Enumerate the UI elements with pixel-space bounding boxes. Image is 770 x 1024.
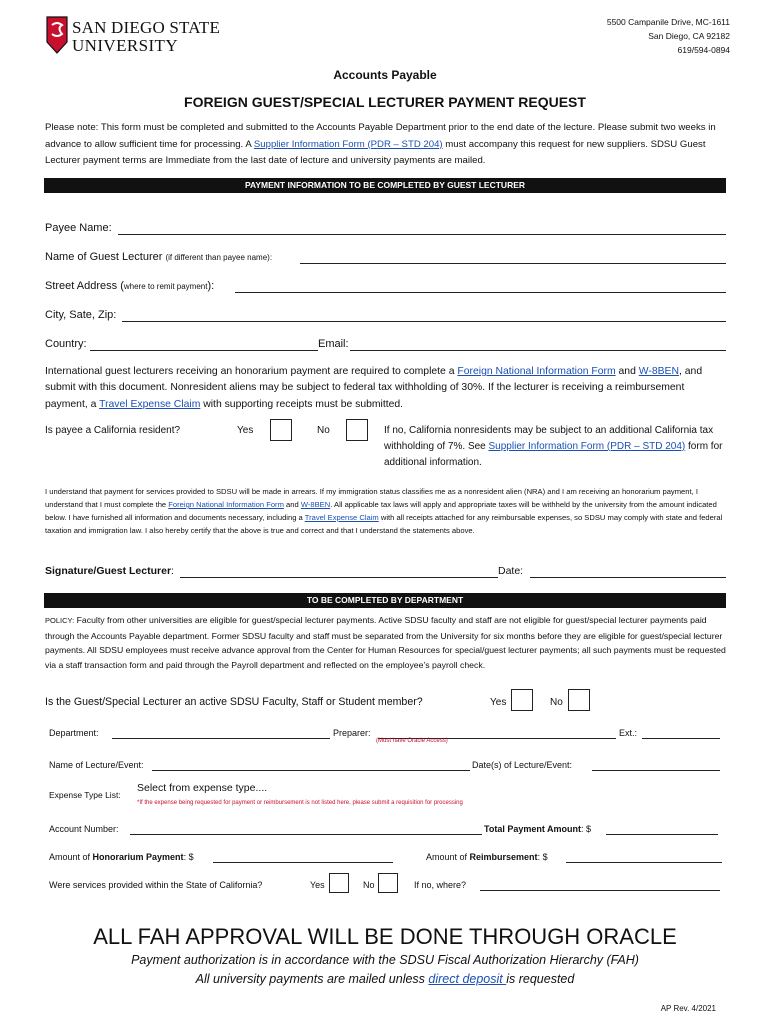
honorarium-field[interactable] xyxy=(213,862,393,863)
street-field[interactable] xyxy=(235,292,726,293)
direct-deposit-link[interactable]: direct deposit xyxy=(428,972,507,986)
services-yes-checkbox[interactable] xyxy=(329,873,349,893)
preparer-label: Preparer: xyxy=(333,728,371,738)
ca-no-checkbox[interactable] xyxy=(346,419,368,441)
ca-yes-label: Yes xyxy=(237,425,254,436)
active-member-question: Is the Guest/Special Lecturer an active SDSU Faculty, Staff or Student member? xyxy=(45,696,423,708)
revision-label: AP Rev. 4/2021 xyxy=(660,1004,716,1013)
international-text: International guest lecturers receiving an honorarium payment are required to complete a Foreign National Information Form and W-8BEN, and submit with this document. Nonresident aliens may be subject to federal tax withholding of 30%. If the lecturer is receiving a reimbursement payment, a Travel Expense Claim with supporting receipts must be submitted. xyxy=(45,366,703,410)
oracle-access-note: (Must have Oracle Access) xyxy=(376,738,448,744)
active-yes-checkbox[interactable] xyxy=(511,689,533,711)
fah-authorization-line: Payment authorization is in accordance with the SDSU Fiscal Authorization Hierarchy (FAH) xyxy=(131,953,639,967)
department-label: Department: xyxy=(49,728,99,738)
city-label: City, Sate, Zip: xyxy=(45,309,117,321)
if-no-where-field[interactable] xyxy=(480,890,720,891)
services-no-checkbox[interactable] xyxy=(378,873,398,893)
sdsu-shield-icon xyxy=(46,16,68,54)
email-field[interactable] xyxy=(350,350,726,351)
supplier-info-link-2[interactable]: Supplier Information Form (PDR – STD 204) xyxy=(488,441,686,452)
w8ben-link[interactable]: W-8BEN xyxy=(638,366,679,377)
sdsu-logo xyxy=(46,16,221,56)
oracle-approval-headline: ALL FAH APPROVAL WILL BE DONE THROUGH ORACLE xyxy=(93,924,677,949)
services-ca-question: Were services provided within the State of California? xyxy=(49,880,263,890)
intro-text: Please note: This form must be completed and submitted to the Accounts Payable Department prior to the end date of the lecture. Please submit two weeks in advance to allow sufficient time for processing. A Supplier Information Form (PDR – STD 204) must accompany this request for new suppliers. SDSU Guest Lecturer payment terms are Immediate from the last date of lecture and university payments are mailed. xyxy=(45,122,716,166)
active-yes-label: Yes xyxy=(490,697,507,708)
section-bar-department: TO BE COMPLETED BY DEPARTMENT xyxy=(44,593,726,608)
signature-label: Signature/Guest Lecturer: xyxy=(45,565,174,577)
honorarium-label: Amount of Honorarium Payment: $ xyxy=(49,852,194,862)
lecture-dates-label: Date(s) of Lecture/Event: xyxy=(472,760,573,770)
date-field[interactable] xyxy=(530,577,726,578)
if-no-where-label: If no, where? xyxy=(414,880,467,890)
guest-name-label: Name of Guest Lecturer (if different than payee name): xyxy=(45,251,273,263)
university-name-line1: SAN DIEGO STATE xyxy=(72,18,221,37)
travel-expense-claim-link-2[interactable]: Travel Expense Claim xyxy=(304,513,379,522)
expense-type-select[interactable]: Select from expense type.... xyxy=(137,782,268,794)
direct-deposit-line: All university payments are mailed unless direct deposit is requested xyxy=(195,972,575,986)
expense-type-note: *If the expense being requested for payment or reimbursement is not listed here, please submit a requisition for processing xyxy=(137,800,463,806)
lecture-name-field[interactable] xyxy=(152,770,470,771)
total-amount-field[interactable] xyxy=(606,834,718,835)
ca-yes-checkbox[interactable] xyxy=(270,419,292,441)
ca-nonresident-note: If no, California nonresidents may be subject to an additional California tax withholding of 7%. See Supplier Information Form (PDR – STD 204) form for additional information. xyxy=(384,425,723,468)
ext-label: Ext.: xyxy=(619,728,638,738)
reimbursement-label: Amount of Reimbursement: $ xyxy=(426,852,548,862)
services-no-label: No xyxy=(363,880,375,890)
ca-resident-question: Is payee a California resident? xyxy=(45,425,181,436)
account-number-field[interactable] xyxy=(130,834,482,835)
lecture-dates-field[interactable] xyxy=(592,770,720,771)
street-label: Street Address (where to remit payment): xyxy=(45,280,215,292)
address-line2: San Diego, CA 92182 xyxy=(648,31,730,41)
services-yes-label: Yes xyxy=(310,880,325,890)
travel-expense-claim-link[interactable]: Travel Expense Claim xyxy=(99,398,201,410)
supplier-info-link[interactable]: Supplier Information Form (PDR – STD 204) xyxy=(253,138,443,150)
department-field[interactable] xyxy=(112,738,330,739)
payee-name-label: Payee Name: xyxy=(45,222,112,234)
email-label: Email: xyxy=(318,338,349,350)
ext-field[interactable] xyxy=(642,738,720,739)
policy-text: POLICY: Faculty from other universities are eligible for guest/special lecturer payments. Active SDSU faculty and staff are not eligible for guest/special lecturer payments paid through the Accounts Payable department. Former SDSU faculty and staff must be separated from the University for six months before they are eligible for guest/special lecturer payments. All SDSU employees must receive advance approval from the Center for Human Resources for special/guest lecturer payments; all such payments must be requested via a staff transaction form and paid through the Payroll department and reflected on the employee’s payroll check. xyxy=(45,615,726,670)
university-name-line2: UNIVERSITY xyxy=(72,36,178,55)
form-title: FOREIGN GUEST/SPECIAL LECTURER PAYMENT REQUEST xyxy=(184,94,586,110)
expense-type-label: Expense Type List: xyxy=(49,790,121,800)
signature-field[interactable] xyxy=(180,577,498,578)
foreign-national-form-link-2[interactable]: Foreign National Information Form xyxy=(168,500,284,509)
payee-name-field[interactable] xyxy=(118,234,726,235)
active-no-label: No xyxy=(550,697,563,708)
total-amount-label: Total Payment Amount: $ xyxy=(484,824,592,834)
city-field[interactable] xyxy=(122,321,726,322)
reimbursement-field[interactable] xyxy=(566,862,722,863)
account-number-label: Account Number: xyxy=(49,824,119,834)
address-block xyxy=(607,15,730,57)
foreign-national-form-link[interactable]: Foreign National Information Form xyxy=(457,366,616,377)
lecture-name-label: Name of Lecture/Event: xyxy=(49,760,144,770)
date-label: Date: xyxy=(498,565,524,577)
w8ben-link-2[interactable]: W-8BEN xyxy=(300,500,331,509)
department-heading: Accounts Payable xyxy=(333,68,437,82)
certification-text: I understand that payment for services provided to SDSU will be made in arrears. If my immigration status classifies me as a nonresident alien (NRA) and I am receiving an honorarium payment, I understand that I must complete the Foreign National Information Form and W-8BEN. All applicable tax laws will apply and appropriate taxes will be withheld by the university from the amount indicated below. I have furnished all information and documents necessary, including a Travel Expense Claim with all receipts attached for any reimbursable expenses, so SDSU may comply with state and federal taxation and immigration law. I also hereby certify that the above is true and correct and that I understand the statements above. xyxy=(45,487,723,535)
ca-no-label: No xyxy=(317,425,330,436)
phone: 619/594-0894 xyxy=(677,45,730,55)
guest-name-field[interactable] xyxy=(300,263,726,264)
address-line1: 5500 Campanile Drive, MC-1611 xyxy=(606,17,730,27)
country-label: Country: xyxy=(45,338,87,350)
section-bar-payment-info: PAYMENT INFORMATION TO BE COMPLETED BY GUEST LECTURER xyxy=(44,178,726,193)
active-no-checkbox[interactable] xyxy=(568,689,590,711)
country-field[interactable] xyxy=(90,350,318,351)
